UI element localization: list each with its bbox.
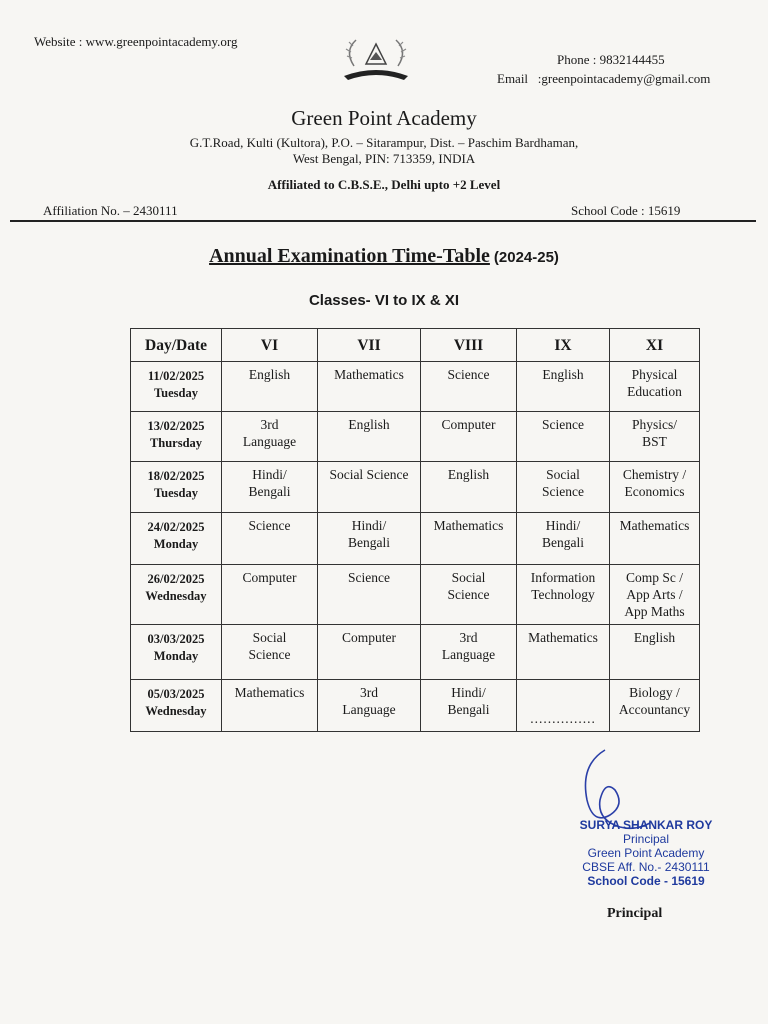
exam-date: 13/02/2025: [147, 419, 205, 433]
date-cell: [131, 513, 222, 565]
principal-label: Principal: [607, 906, 663, 921]
date-cell: [131, 680, 222, 732]
subject-cell: English: [610, 625, 700, 680]
title-main: Annual Examination Time-Table: [209, 245, 490, 267]
subject-cell: Comp Sc / App Arts / App Maths: [610, 565, 700, 625]
subject-cell: Information Technology: [517, 565, 610, 625]
title-year: (2024-25): [493, 249, 559, 266]
subject-cell: English: [517, 362, 610, 412]
subject-cell: Biology / Accountancy: [610, 680, 700, 732]
subject-cell: Hindi/ Bengali: [421, 680, 517, 732]
date-cell: [131, 362, 222, 412]
timetable-header-row: [131, 329, 700, 362]
exam-date: 24/02/2025: [147, 520, 205, 534]
date-cell: [131, 565, 222, 625]
exam-day: Monday: [153, 537, 199, 551]
subject-cell: 3rd Language: [421, 625, 517, 680]
stamp-name: SURYA SHANKAR ROY: [579, 818, 713, 832]
timetable: [130, 328, 700, 732]
subject-cell: English: [318, 412, 421, 462]
subject-cell: Chemistry / Economics: [610, 462, 700, 513]
document-title: [0, 245, 768, 268]
school-logo: [334, 36, 418, 86]
exam-date: 26/02/2025: [147, 572, 205, 586]
subject-cell: Science: [421, 362, 517, 412]
table-row: [131, 362, 700, 412]
phone-text: Phone : 9832144455: [557, 52, 665, 67]
subject-cell: Hindi/ Bengali: [318, 513, 421, 565]
address-line-1: G.T.Road, Kulti (Kultora), P.O. – Sitarampur, Dist. – Paschim Bardhaman,: [189, 135, 579, 150]
exam-date: 03/03/2025: [147, 632, 205, 646]
header-cell: VIII: [421, 329, 517, 362]
subject-cell: ...............: [517, 680, 610, 732]
subject-cell: 3rd Language: [318, 680, 421, 732]
header-cell: VI: [222, 329, 318, 362]
principal-stamp: [576, 818, 716, 888]
subject-cell: Mathematics: [610, 513, 700, 565]
date-cell: [131, 462, 222, 513]
header-cell: VII: [318, 329, 421, 362]
table-row: [131, 625, 700, 680]
subject-cell: Social Science: [421, 565, 517, 625]
table-row: [131, 565, 700, 625]
exam-day: Wednesday: [145, 704, 207, 718]
subject-cell: Hindi/ Bengali: [222, 462, 318, 513]
subject-cell: Mathematics: [517, 625, 610, 680]
affiliation-statement: Affiliated to C.B.S.E., Delhi upto +2 Level: [267, 177, 501, 192]
stamp-school: Green Point Academy: [587, 846, 705, 860]
subject-cell: English: [222, 362, 318, 412]
subject-cell: Mathematics: [421, 513, 517, 565]
subject-cell: Social Science: [517, 462, 610, 513]
subject-cell: Science: [517, 412, 610, 462]
subject-cell: Mathematics: [318, 362, 421, 412]
exam-day: Tuesday: [153, 486, 198, 500]
school-code: School Code : 15619: [571, 203, 681, 218]
subject-cell: Science: [222, 513, 318, 565]
table-row: [131, 462, 700, 513]
subject-cell: Social Science: [222, 625, 318, 680]
stamp-school-code: School Code - 15619: [587, 874, 705, 888]
subject-cell: Computer: [318, 625, 421, 680]
date-cell: [131, 625, 222, 680]
exam-day: Thursday: [149, 436, 203, 450]
subject-cell: Physics/ BST: [610, 412, 700, 462]
subject-cell: Computer: [222, 565, 318, 625]
header-cell: Day/Date: [131, 329, 222, 362]
exam-day: Monday: [153, 649, 199, 663]
subject-cell: Science: [318, 565, 421, 625]
email-text: Email :greenpointacademy@gmail.com: [497, 71, 711, 86]
subject-cell: Computer: [421, 412, 517, 462]
subject-cell: 3rd Language: [222, 412, 318, 462]
stamp-role: Principal: [622, 832, 670, 846]
header-cell: XI: [610, 329, 700, 362]
exam-date: 11/02/2025: [147, 369, 205, 383]
header-divider: [10, 220, 756, 222]
exam-date: 18/02/2025: [147, 469, 205, 483]
table-row: [131, 412, 700, 462]
subject-cell: Mathematics: [222, 680, 318, 732]
date-cell: [131, 412, 222, 462]
header-cell: IX: [517, 329, 610, 362]
website-text: Website : www.greenpointacademy.org: [34, 34, 238, 49]
subject-cell: Hindi/ Bengali: [517, 513, 610, 565]
subject-cell: Social Science: [318, 462, 421, 513]
address-line-2: West Bengal, PIN: 713359, INDIA: [292, 151, 476, 166]
table-row: [131, 513, 700, 565]
affiliation-number: Affiliation No. – 2430111: [43, 203, 178, 218]
stamp-affiliation: CBSE Aff. No.- 2430111: [582, 860, 710, 874]
exam-date: 05/03/2025: [147, 687, 205, 701]
school-name: Green Point Academy: [291, 106, 477, 130]
exam-day: Tuesday: [153, 386, 198, 400]
classes-subtitle: Classes- VI to IX & XI: [308, 292, 460, 309]
table-row: [131, 680, 700, 732]
subject-cell: English: [421, 462, 517, 513]
exam-day: Wednesday: [145, 589, 207, 603]
subject-cell: Physical Education: [610, 362, 700, 412]
